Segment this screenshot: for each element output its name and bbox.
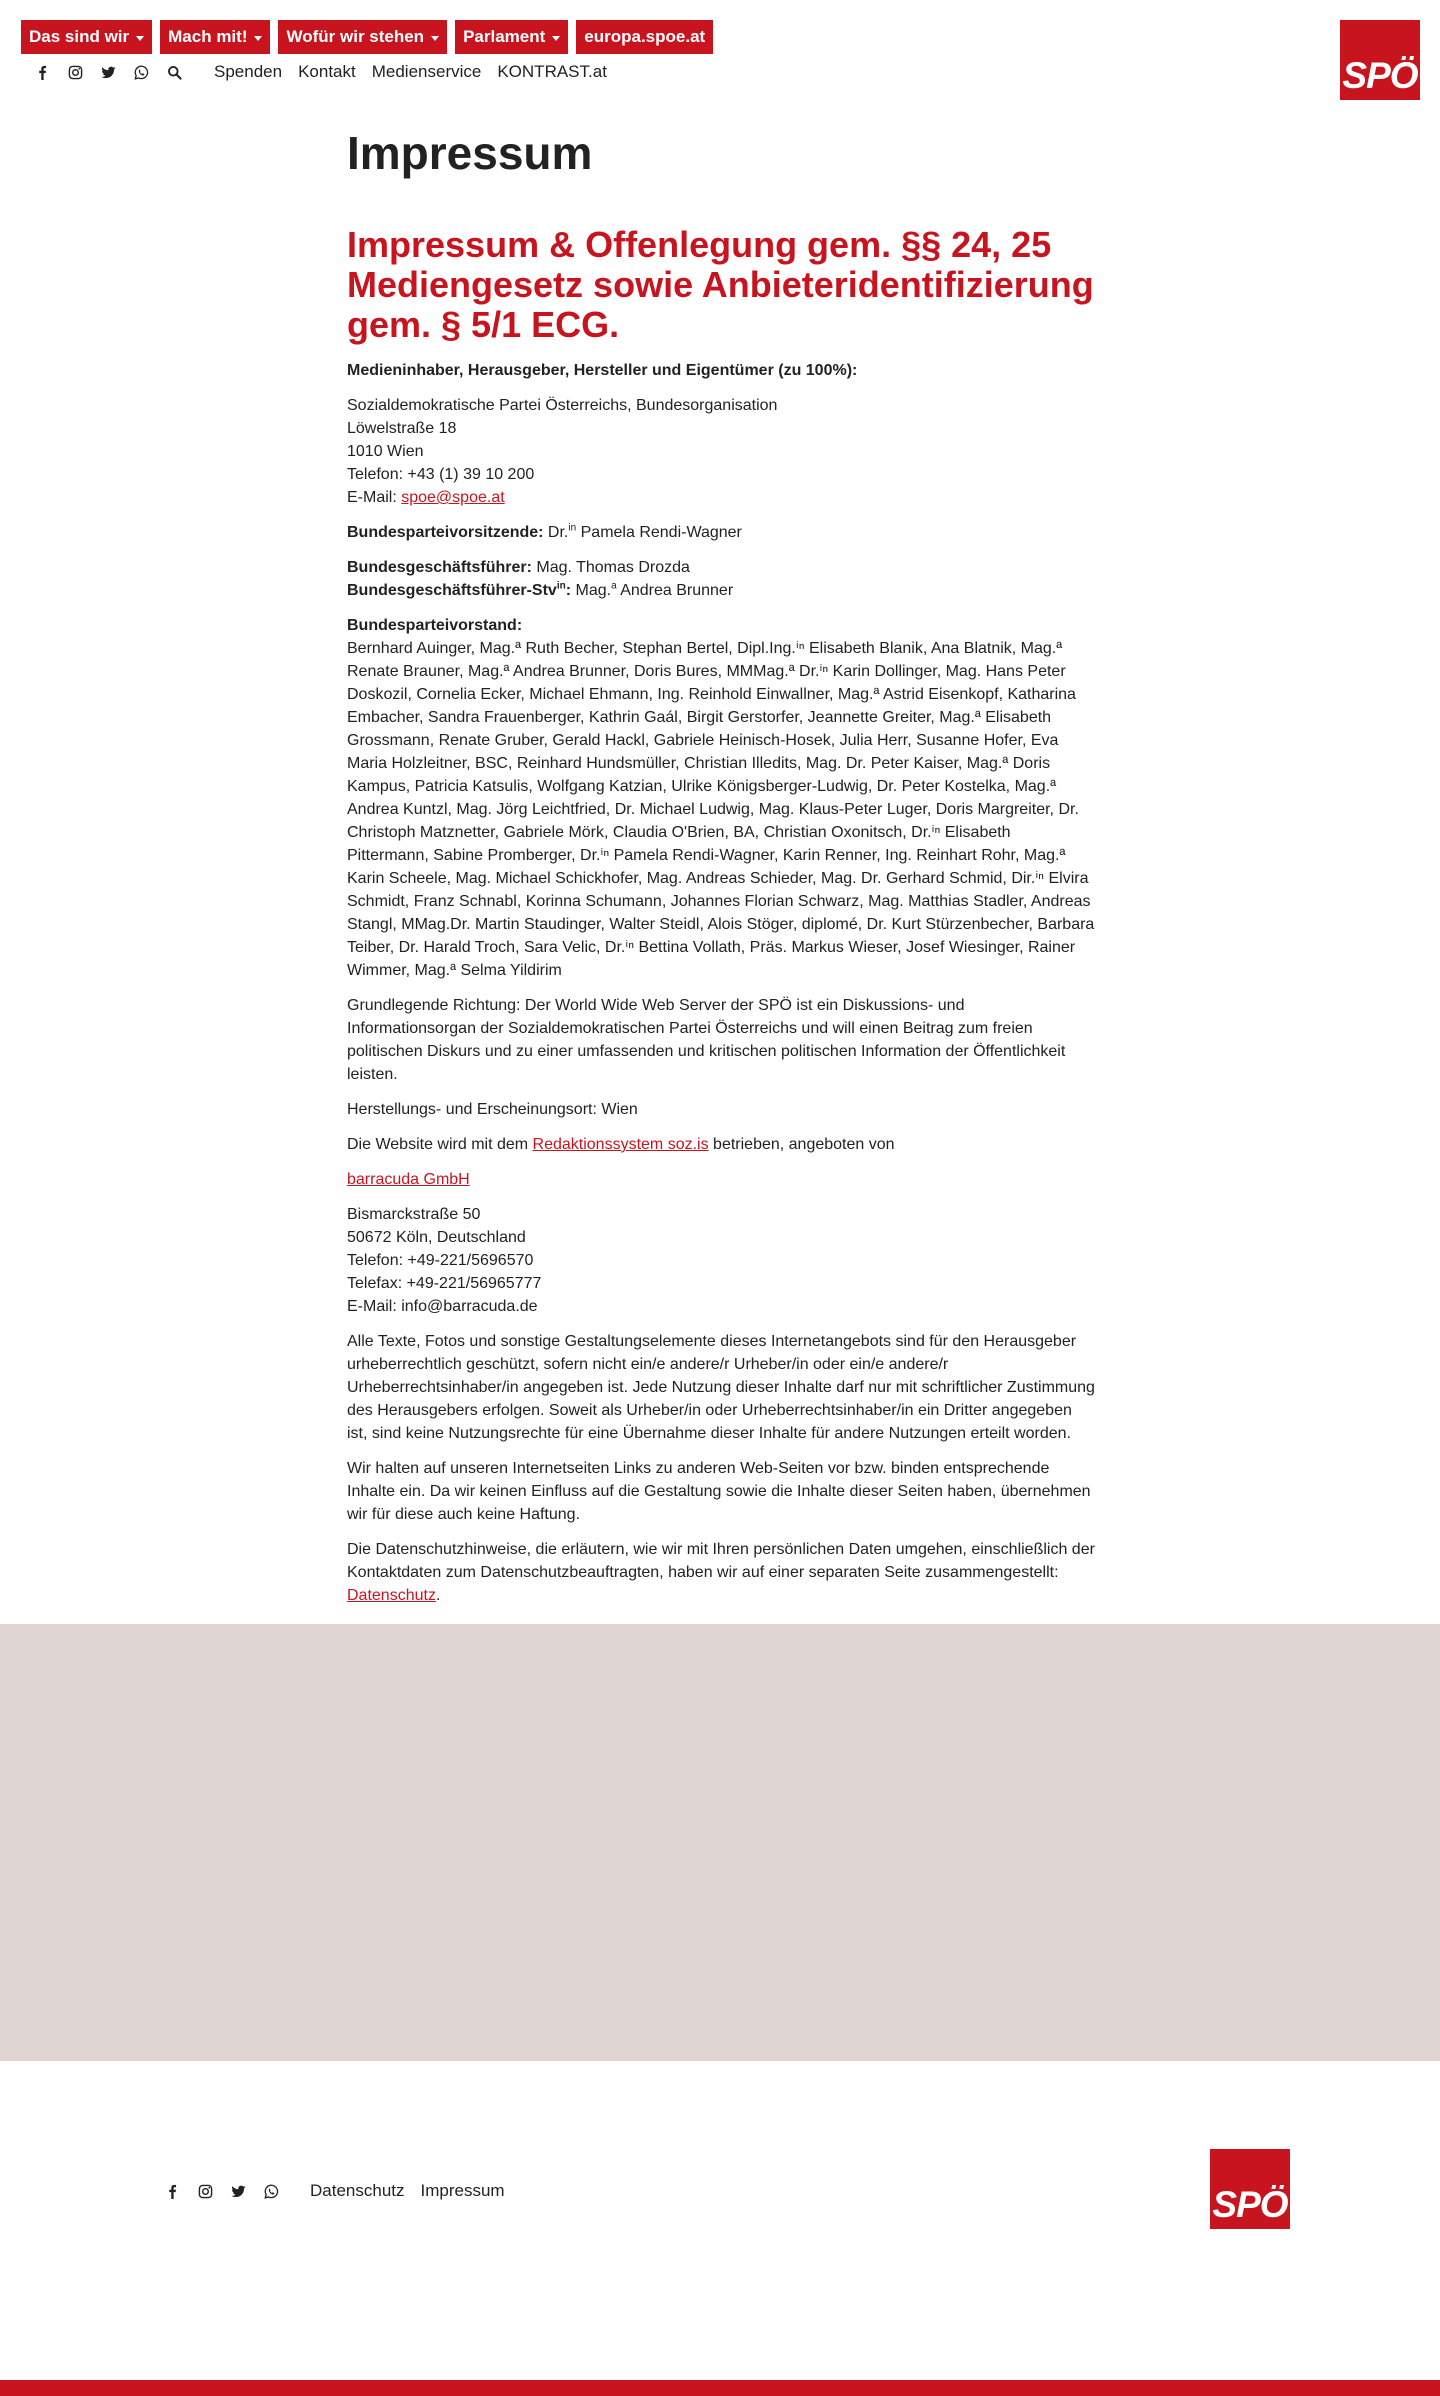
copyright-text: Alle Texte, Fotos und sonstige Gestaltungselemente dieses Internetangebots sind für den Herausgeber urheberrechtlich geschützt, sofern nicht ein/e andere/r Urheber/in oder ein/e andere/r Urheberrechtsinhaber/in angegeben ist. Jede Nutzung dieser Inhalte darf nur mit schriftlicher Zustimmung des Herausgebers erfolgen. Soweit als Urheber/in oder Urheberrechtsinhaber/in ein Dritter angegeben ist, sind keine Nutzungsrechte für eine Übernahme dieser Inhalte für andere Nutzungen erteilt worden. (347, 1333, 1095, 1442)
privacy-text: Die Datenschutzhinweise, die erläutern, wie wir mit Ihren persönlichen Daten umgehen, einschließlich der Kontaktdaten zum Datenschutzbeauftragten, haben wir auf einer separaten Seite zusammengestellt: (347, 1541, 1095, 1581)
nav-label: Wofür wir stehen (286, 27, 425, 46)
twitter-icon[interactable] (92, 60, 125, 84)
nav-label: Das sind wir (29, 27, 130, 46)
facebook-icon[interactable] (26, 60, 59, 84)
whatsapp-icon[interactable] (125, 60, 158, 84)
nav-wofuer-wir-stehen[interactable] (278, 20, 447, 54)
main-content (347, 125, 1095, 1607)
nav-mach-mit[interactable] (160, 20, 270, 54)
cms-line (347, 1133, 1095, 1156)
main-navigation (21, 20, 713, 54)
secondary-navigation (26, 60, 607, 84)
logo-text: SPÖ (1342, 55, 1418, 96)
provider-phone: Telefon: +49-221/5696570 (347, 1252, 534, 1269)
spoe-logo[interactable] (1340, 20, 1420, 100)
cms-suffix: betrieben, angeboten von (708, 1136, 895, 1153)
provider-link[interactable]: barracuda GmbH (347, 1171, 470, 1188)
provider-city: 50672 Köln, Deutschland (347, 1229, 526, 1246)
deputy-title-sup: a (611, 580, 617, 592)
deputy-label (347, 582, 571, 599)
manager-label: Bundesgeschäftsführer: (347, 559, 532, 576)
direction-text: Grundlegende Richtung: Der World Wide Web Server der SPÖ ist ein Diskussions- und Informationsorgan der Sozialdemokratischen Partei Österreichs und will einen Beitrag zum freien politischen Diskurs und zu einer umfassenden und kritischen politischen Information der Öffentlichkeit leisten. (347, 997, 1066, 1083)
manager-lines (347, 556, 1095, 602)
cms-prefix: Die Website wird mit dem (347, 1136, 533, 1153)
caret-down-icon (552, 36, 560, 41)
spoe-footer-logo[interactable] (1210, 2149, 1290, 2229)
section-heading: Impressum & Offenlegung gem. §§ 24, 25 Mediengesetz sowie Anbieteridentifizierung gem. § 5/1 ECG. (347, 224, 1094, 345)
cms-link[interactable]: Redaktionssystem soz.is (532, 1136, 709, 1153)
instagram-icon[interactable] (189, 2179, 222, 2203)
link-spenden[interactable]: Spenden (214, 62, 283, 81)
link-kontakt[interactable]: Kontakt (298, 62, 356, 81)
logo-text: SPÖ (1212, 2184, 1288, 2225)
caret-down-icon (254, 36, 262, 41)
city: 1010 Wien (347, 443, 424, 460)
deputy-name: Andrea Brunner (616, 582, 734, 599)
bottom-accent-bar (0, 2380, 1440, 2396)
instagram-icon[interactable] (59, 60, 92, 84)
phone: Telefon: +43 (1) 39 10 200 (347, 466, 535, 483)
nav-das-sind-wir[interactable] (21, 20, 152, 54)
board-members: Bernhard Auinger, Mag.ª Ruth Becher, Stephan Bertel, Dipl.Ing.ⁱⁿ Elisabeth Blanik, Ana Blatnik, Mag.ª Renate Brauner, Mag.ª Andrea Brunner, Doris Bures, MMMag.ª Dr.ⁱⁿ Karin Dollinger, Mag. Hans Peter Doskozil, Cornelia Ecker, Michael Ehmann, Ing. Reinhold Einwallner, Mag.ª Astrid Eisenkopf, Katharina Embacher, Sandra Frauenberger, Kathrin Gaál, Birgit Gerstorfer, Jeannette Greiter, Mag.ª Elisabeth Grossmann, Renate Gruber, Gerald Hackl, Gabriele Heinisch-Hosek, Julia Herr, Susanne Hofer, Eva Maria Holzleitner, BSC, Reinhard Hundsmüller, Christian Illedits, Mag. Dr. Peter Kaiser, Mag.ª Doris Kampus, Patricia Katsulis, Wolfgang Katzian, Ulrike Königsberger-Ludwig, Dr. Peter Kostelka, Mag.ª Andrea Kuntzl, Mag. Jörg Leichtfried, Dr. Michael Ludwig, Mag. Klaus-Peter Luger, Doris Margreiter, Dr. Christoph Matznetter, Gabriele Mörk, Claudia O'Brien, BA, Christian Oxonitsch, Dr.ⁱⁿ Elisabeth Pittermann, Sabine Promberger, Dr.ⁱⁿ Pamela Rendi-Wagner, Karin Renner, Ing. Reinhart Rohr, Mag.ª Karin Scheele, Mag. Michael Schickhofer, Mag. Andreas Schieder, Mag. Dr. Gerhard Schmid, Dir.ⁱⁿ Elvira Schmidt, Franz Schnabl, Korinna Schumann, Johannes Florian Schwarz, Mag. Matthias Stadler, Andreas Stangl, MMag.Dr. Martin Staudinger, Walter Steidl, Alois Stöger, diplomé, Dr. Kurt Stürzenbecher, Barbara Teiber, Dr. Harald Troch, Sara Velic, Dr.ⁱⁿ Bettina Vollath, Präs. Markus Wieser, Josef Wiesinger, Rainer Wimmer, Mag.ª Selma Yildirim (347, 640, 1095, 979)
nav-label: Mach mit! (168, 27, 248, 46)
caret-down-icon (431, 36, 439, 41)
chair-title-sup: in (568, 522, 577, 534)
owner-address (347, 394, 1095, 509)
whatsapp-icon[interactable] (255, 2179, 288, 2203)
deputy-label-sup: in (556, 580, 566, 592)
org-name: Sozialdemokratische Partei Österreichs, Bundesorganisation (347, 397, 778, 414)
manager-name: Mag. Thomas Drozda (531, 559, 690, 576)
nav-parlament[interactable] (455, 20, 568, 54)
chair-name: Pamela Rendi-Wagner (576, 524, 742, 541)
street: Löwelstraße 18 (347, 420, 457, 437)
footer-link-impressum[interactable]: Impressum (420, 2181, 505, 2200)
deputy-title: Mag. (571, 582, 612, 599)
provider-fax: Telefax: +49-221/56965777 (347, 1275, 542, 1292)
impressum-body (347, 359, 1095, 1607)
deputy-label-colon: : (565, 582, 572, 599)
privacy-period: . (435, 1587, 441, 1604)
nav-label: Parlament (463, 27, 546, 46)
provider-street: Bismarckstraße 50 (347, 1206, 481, 1223)
search-icon[interactable] (158, 60, 191, 84)
board-block (347, 614, 1095, 982)
facebook-icon[interactable] (156, 2179, 189, 2203)
privacy-link[interactable]: Datenschutz (347, 1587, 436, 1604)
page-title: Impressum (347, 127, 593, 179)
link-kontrast[interactable]: KONTRAST.at (497, 62, 607, 81)
email-label: E-Mail: (347, 489, 402, 506)
provider-email: E-Mail: info@barracuda.de (347, 1298, 538, 1315)
provider-address (347, 1203, 1095, 1318)
owner-heading: Medieninhaber, Herausgeber, Hersteller und Eigentümer (zu 100%): (347, 362, 858, 379)
email-link[interactable]: spoe@spoe.at (401, 489, 505, 506)
footer-navigation (156, 2179, 505, 2203)
footer-link-datenschutz[interactable]: Datenschutz (310, 2181, 405, 2200)
links-disclaimer: Wir halten auf unseren Internetseiten Links zu anderen Web-Seiten vor bzw. binden entsprechende Inhalte ein. Da wir keinen Einfluss auf die Gestaltung sowie die Inhalte dieser Seiten haben, übernehmen wir für diese auch keine Haftung. (347, 1460, 1091, 1523)
provider-line (347, 1168, 1095, 1191)
link-medienservice[interactable]: Medienservice (371, 62, 482, 81)
grey-content-band (0, 1624, 1440, 2061)
twitter-icon[interactable] (222, 2179, 255, 2203)
chair-line (347, 521, 1095, 544)
place-text: Herstellungs- und Erscheinungsort: Wien (347, 1101, 638, 1118)
board-label: Bundesparteivorstand: (347, 617, 523, 634)
nav-label: europa.spoe.at (584, 27, 706, 46)
caret-down-icon (136, 36, 144, 41)
nav-europa[interactable] (576, 20, 713, 54)
deputy-label-text: Bundesgeschäftsführer-Stv (347, 582, 557, 599)
chair-title: Dr. (543, 524, 569, 541)
chair-label: Bundesparteivorsitzende: (347, 524, 544, 541)
privacy-line (347, 1538, 1095, 1607)
